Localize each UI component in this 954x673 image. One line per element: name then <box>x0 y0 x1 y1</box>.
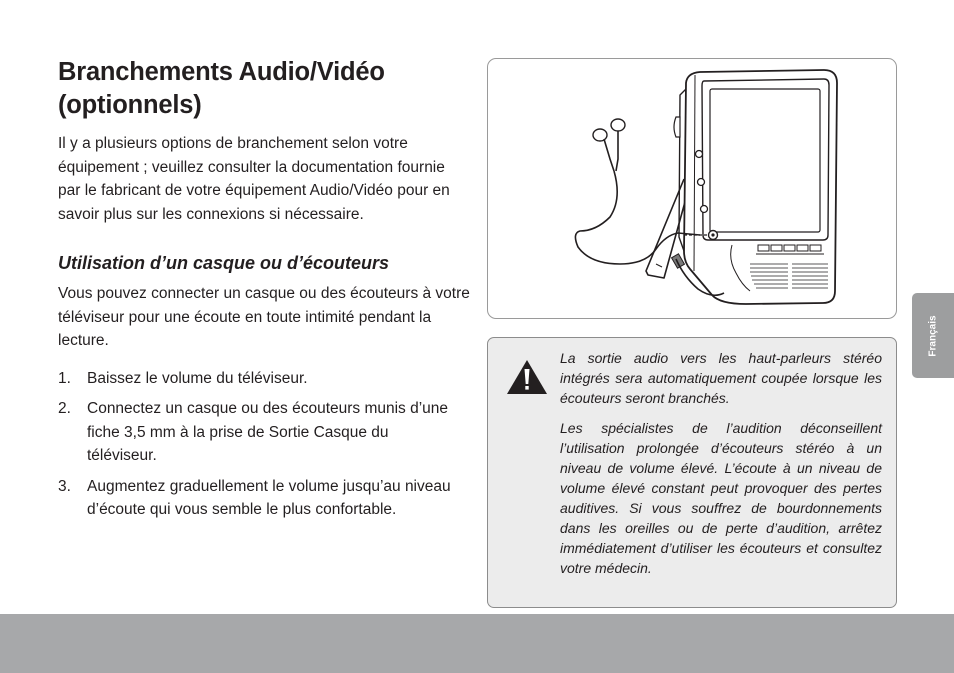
headphone-connection-illustration <box>487 58 897 319</box>
language-tab-label: Français <box>927 314 939 357</box>
intro-paragraph: Il y a plusieurs options de branchement selon votre équipement ; veuillez consulter la documentation fournie par le fabricant de votre équipement Audio/Vidéo pour en savoir plus sur les connexions si nécessaire. <box>58 135 450 223</box>
section-heading: Utilisation d’un casque ou d’écouteurs <box>58 253 390 273</box>
steps-list <box>58 367 470 522</box>
step-number: 3. <box>58 477 71 495</box>
side-button-icon <box>701 206 708 213</box>
step-text: Connectez un casque ou des écouteurs munis d’une fiche 3,5 mm à la prise de Sortie Casque du téléviseur. <box>87 400 449 464</box>
page-title: Branchements Audio/Vidéo (optionnels) <box>58 58 385 119</box>
step-item-1 <box>58 367 470 391</box>
step-item-2 <box>58 397 470 468</box>
side-button-icon <box>698 179 705 186</box>
step-text: Augmentez graduellement le volume jusqu’au niveau d’écoute qui vous semble le plus confortable. <box>87 477 451 518</box>
step-number: 1. <box>58 369 71 387</box>
tv-screen <box>710 89 820 232</box>
warning-text <box>560 348 882 578</box>
warning-paragraph-2: Les spécialistes de l’audition déconseillent l’utilisation prolongée d’écouteurs stéréo à un niveau de volume élevé. L’écoute à un niveau de volume élevé constant peut provoquer des pertes auditives. Si vous souffrez de bourdonnements dans les oreilles ou de perte d’audition, arrêtez immédiatement d’utiliser les écouteurs et consultez votre médecin. <box>560 420 882 576</box>
language-tab <box>912 293 954 378</box>
warning-paragraph-1: La sortie audio vers les haut-parleurs stéréo intégrés sera automatiquement coupée lorsque les écouteurs seront branchés. <box>560 350 882 406</box>
tv-earphones-drawing <box>488 59 896 318</box>
step-item-3 <box>58 475 470 522</box>
side-button-icon <box>696 151 703 158</box>
footer-band <box>0 614 954 673</box>
warning-icon <box>505 358 549 396</box>
step-number: 2. <box>58 400 71 417</box>
section-intro-paragraph: Vous pouvez connecter un casque ou des écouteurs à votre téléviseur pour une écoute en toute intimité pendant la lecture. <box>58 285 470 349</box>
step-text: Baissez le volume du téléviseur. <box>87 369 308 387</box>
warning-box <box>487 337 897 608</box>
main-column <box>58 56 470 529</box>
